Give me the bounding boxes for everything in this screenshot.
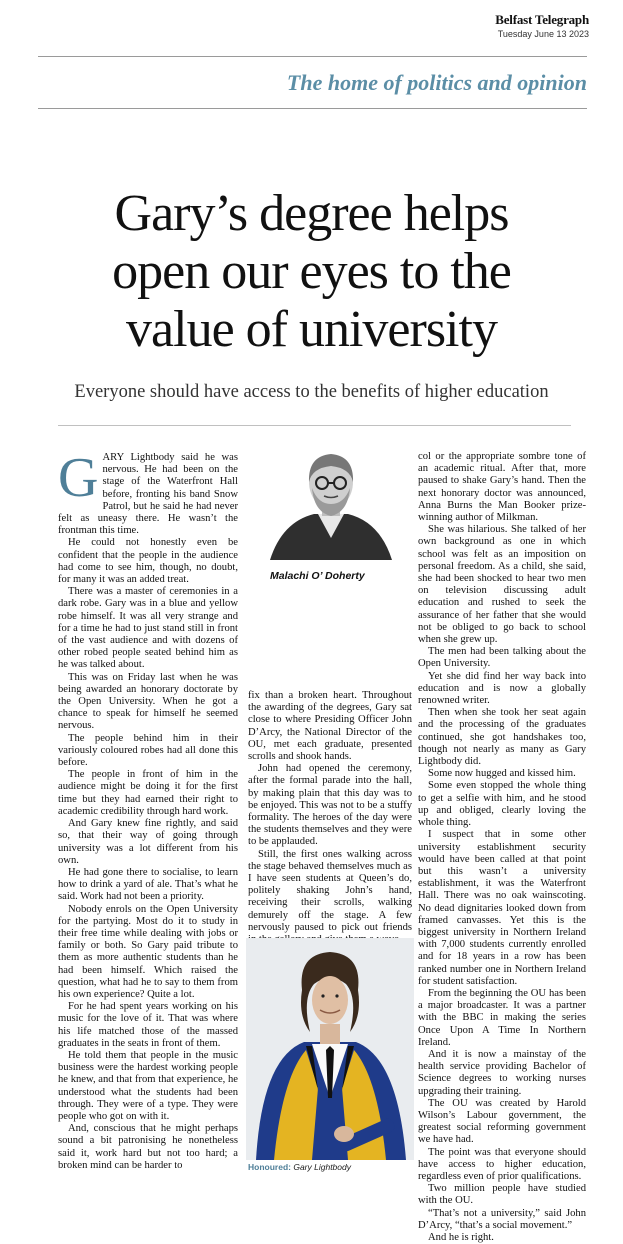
- article-paragraph: And he is right.: [428, 1232, 494, 1243]
- author-portrait-image: [252, 442, 410, 560]
- article-paragraph: From the beginning the OU has been a major broadcaster. It was a partner with the BBC in making the series Once Upon A Time In Northern Ireland.: [418, 987, 586, 1048]
- article-paragraph: John had opened the ceremony, after the formal parade into the hall, by making plain that this day was to be enjoyed. This was not to be a stuffy formality. The heroes of the day were the students themselves and they were to be applauded.: [248, 763, 412, 848]
- byline-name: Malachi O’ Doherty: [270, 570, 365, 582]
- article-paragraph: She was hilarious. She talked of her own background as one in which school was felt as an imposition on personal freedom. As a child, she said, she had been shocked to hear two men on television discussing adult education and rushed to seek the assurance of her father that she would not be obliged to go back to school when she grew up.: [418, 524, 586, 646]
- gary-lightbody-photo: [246, 938, 414, 1160]
- article-paragraph: There was a master of ceremonies in a dark robe. Gary was in a blue and yellow robe himself. It was all very strange and for a time he had to just stand still in front of the vast audience and with dozens of other robed people seated behind him as he was talked about.: [58, 586, 238, 671]
- standfirst-divider: [58, 425, 571, 426]
- article-paragraph: He could not honestly even be confident that the people in the audience had come to see him, though, no doubt, for many it was an added treat.: [58, 537, 238, 586]
- article-paragraph: And it is now a mainstay of the health service providing Bachelor of Science degrees to working nurses upgrading their training.: [418, 1048, 586, 1097]
- article-paragraph: Some now hugged and kissed him.: [428, 768, 576, 780]
- article-paragraph: The OU was created by Harold Wilson’s Labour government, the greatest social reforming government we have had.: [418, 1097, 586, 1146]
- headline-line: Gary’s degree helps: [114, 184, 509, 242]
- masthead: [495, 12, 589, 39]
- article-paragraph: For he had spent years working on his music for the love of it. That was where his life matched those of the massed graduates in the seats in front of them.: [58, 1001, 238, 1049]
- article-paragraph: Still, the first ones walking across the stage behaved themselves much as I have seen students at Queen’s do, politely shaking John’s hand, receiving their scrolls, walking demurely off the stage. A few nervously paused to pick out friends: [248, 848, 412, 933]
- masthead-brand: Belfast Telegraph: [495, 12, 589, 27]
- article-paragraph: Then when she took her seat again and the processing of the graduates continued, she got handshakes too, though not nearly as many as Gary Lightbody did.: [418, 707, 586, 768]
- article-paragraph: fix than a broken heart. Throughout the awarding of the degrees, Gary sat close to where Presiding Officer John D’Arcy, the National Director of the OU, met each graduate, presented scrolls and shook hands.: [248, 690, 412, 763]
- article-paragraph: And, conscious that he might perhaps sound a bit patronising he nonetheless said it, work hard but not too hard; a broken mind can be harder to: [58, 1123, 238, 1171]
- photo-caption: [248, 1162, 351, 1172]
- article-paragraph: Some even stopped the whole thing to get a selfie with him, and he stood up and obliged, clearly loving the whole thing.: [418, 780, 586, 829]
- article-column-3: [418, 451, 586, 1244]
- article-paragraph: And Gary knew fine rightly, and said so, that their way of going through university was a lot different from his own.: [58, 818, 238, 866]
- article-paragraph: col or the appropriate sombre tone of an academic ritual. After that, more paused to shake Gary’s hand. Then the next honorary doctor was announced, Anna Burns the Man Booker prize-winning author of Milkman.: [418, 451, 586, 524]
- article-paragraph: Nobody enrols on the Open University for the partying. Most do it to study in their free time while dealing with jobs or family or both. So Gary paid tribute to them as more authentic students than he had been himself. Which raised the question, what had he to say to them from his own experience? Quite a lot.: [58, 903, 238, 1000]
- article-paragraph: “That’s not a university,” said John D’Arcy, “that’s a social movement.”: [418, 1207, 586, 1231]
- article-paragraph: The men had been talking about the Open University.: [418, 646, 586, 670]
- headline: [30, 185, 593, 359]
- article-paragraph: This was on Friday last when he was being awarded an honorary doctorate by the Open University. When he got a chance to speak for himself he seemed nervous.: [58, 671, 238, 732]
- article-paragraph: Yet she did find her way back into education and is now a globally renowned writer.: [418, 670, 586, 707]
- headline-line: open our eyes to the: [112, 242, 511, 300]
- article-paragraph: Two million people have studied with the OU.: [418, 1183, 586, 1207]
- top-divider: [38, 56, 587, 57]
- headline-line: value of university: [126, 300, 497, 358]
- section-kicker: The home of politics and opinion: [286, 70, 587, 95]
- kicker-divider: [38, 108, 587, 109]
- article-paragraph: GARY Lightbody said he was nervous. He had been on the stage of the Waterfront Hall before, fronting his band Snow Patrol, but he said he had never felt as uneasy there. He wasn’t the frontman this time.: [58, 447, 238, 537]
- caption-label: Honoured:: [248, 1162, 291, 1172]
- article-paragraph: The point was that everyone should have access to higher education, regardless even of prior qualifications.: [418, 1146, 586, 1182]
- article-paragraph: I suspect that in some other university establishment security would have been called at that point but this wasn’t a university establishment, it was the Waterfront Hall. There was no oak wainscoting. No dead dignitaries looked down from framed canvasses. Yet this is the biggest university in Northern Ireland with 7,000 students currently enrolled and for 18 years in a row has been ranked number one in Northern Ireland for student satisfaction.: [418, 829, 586, 987]
- article-paragraph: He had gone there to socialise, to learn how to drink a yard of ale. That’s what he said. Work had not been a priority.: [58, 866, 238, 903]
- graduate-photo-image: [246, 938, 414, 1160]
- standfirst: Everyone should have access to the benefits of higher education: [74, 382, 549, 402]
- article-column-1: [58, 447, 238, 1172]
- byline-portrait: [252, 442, 410, 560]
- masthead-date: Tuesday June 13 2023: [497, 29, 589, 39]
- caption-name: Gary Lightbody: [293, 1162, 351, 1172]
- drop-cap: G: [58, 447, 99, 509]
- article-paragraph: The people in front of him in the audience might be doing it for the first time but they had earned their right to academic credibility through hard work.: [58, 769, 238, 817]
- article-paragraph: He told them that people in the music business were the hardest working people he knew, and that from that experience, he understood what the students had been through. They were of a type. They were people who got on with it.: [58, 1049, 238, 1122]
- article-paragraph: The people behind him in their variously coloured robes had all done this before.: [58, 732, 238, 769]
